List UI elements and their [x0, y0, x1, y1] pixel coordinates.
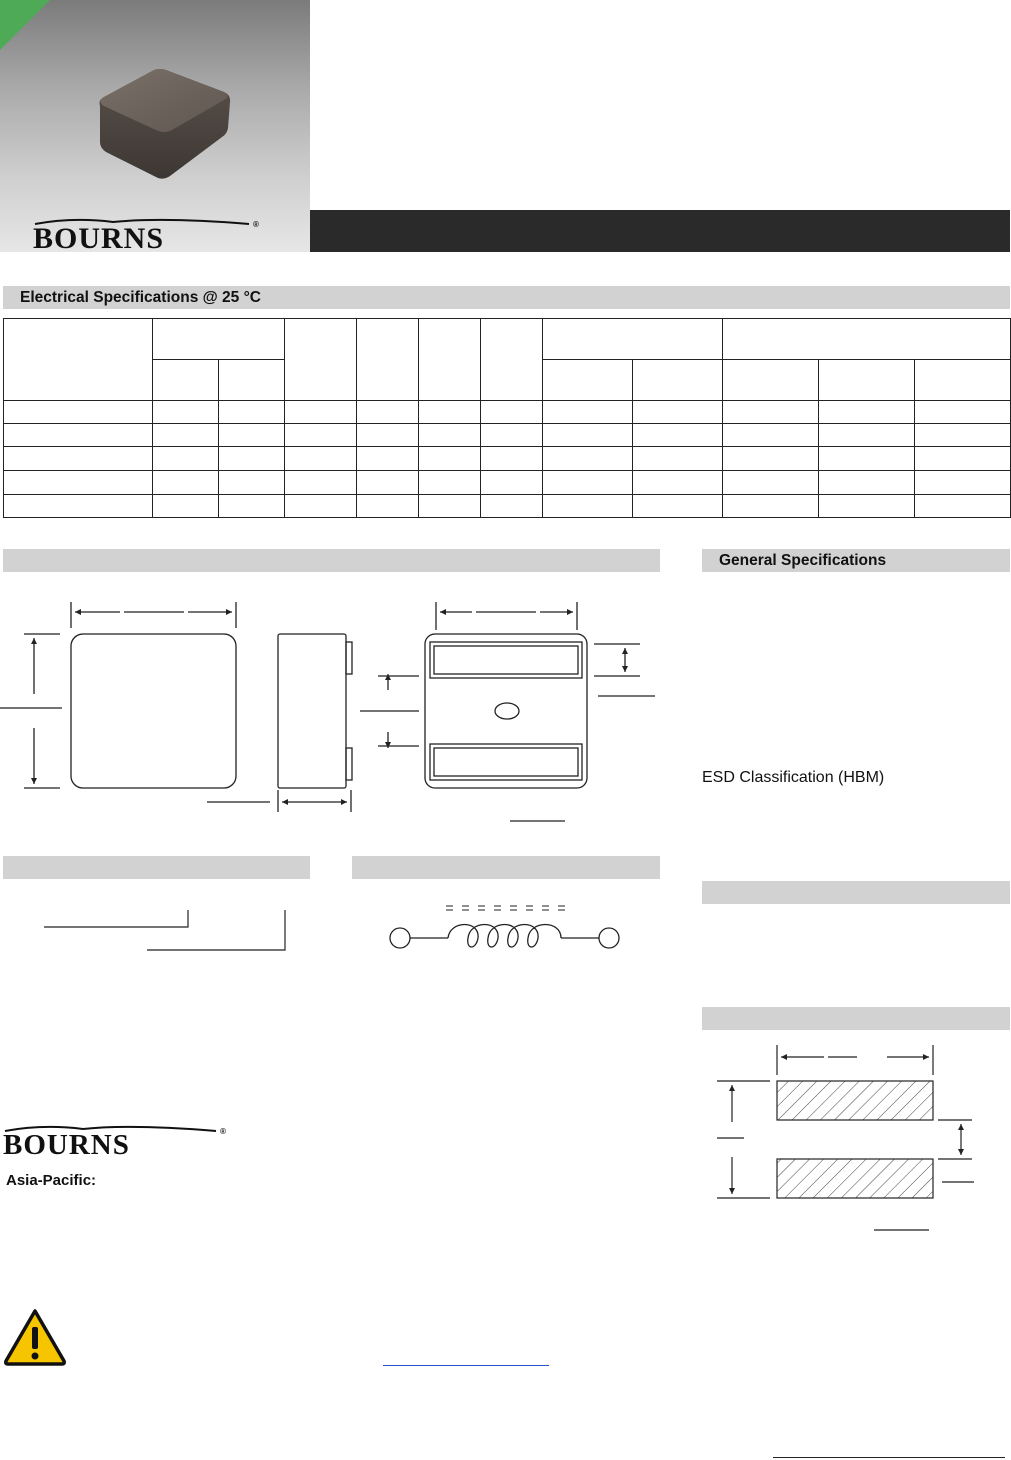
- subheader-cell: [723, 360, 819, 400]
- subheader-cell: [915, 360, 1011, 400]
- bourns-logo-text: BOURNS: [33, 222, 165, 252]
- pad-layout-header: [702, 1007, 1010, 1030]
- product-title-bar: [310, 210, 1010, 252]
- table-row: [4, 471, 1011, 494]
- subheader-cell: [153, 360, 219, 400]
- header-test-freq: [357, 319, 419, 401]
- table-row: [4, 400, 1011, 423]
- asia-pacific-label: Asia-Pacific:: [6, 1172, 97, 1189]
- general-specs-title: General Specifications: [719, 552, 887, 569]
- inductor-schematic: [380, 898, 630, 958]
- bourns-logo-footer: [3, 1125, 226, 1157]
- esd-classification-label: ESD Classification (HBM): [702, 769, 885, 786]
- schematic-header: [352, 856, 660, 879]
- general-specs-header: [702, 549, 1010, 572]
- subheader-cell: [819, 360, 915, 400]
- materials-header: [702, 881, 1010, 904]
- registered-mark: ®: [220, 1127, 226, 1136]
- table-row: [4, 447, 1011, 471]
- warning-triangle-icon: [2, 1307, 68, 1367]
- dimension-drawing: [0, 590, 662, 830]
- inductor-component-image: [92, 68, 237, 186]
- header-irms: [723, 319, 1011, 360]
- pad-layout-drawing: [702, 1040, 1010, 1240]
- electrical-specs-table: [3, 318, 1011, 518]
- header-srf: [419, 319, 481, 401]
- how-to-order-header: [3, 856, 310, 879]
- header-isat: [543, 319, 723, 360]
- terminal-right: [599, 928, 619, 948]
- product-hero-image: [0, 0, 310, 252]
- terminal-left: [390, 928, 410, 948]
- web-link[interactable]: [383, 1365, 549, 1366]
- table-row: [4, 494, 1011, 517]
- footer-rule: [773, 1457, 1005, 1458]
- header-inductance: [153, 319, 285, 360]
- electrical-specs-title: Electrical Specifications @ 25 °C: [20, 289, 261, 306]
- header-q: [285, 319, 357, 401]
- dimensions-header: [3, 549, 660, 572]
- how-to-order-diagram: [0, 900, 310, 960]
- header-rdc: [481, 319, 543, 401]
- electrical-specs-header: [3, 286, 1010, 309]
- bourns-logo-text: BOURNS: [3, 1129, 130, 1157]
- pad-top: [777, 1081, 933, 1120]
- pad-bottom: [777, 1159, 933, 1198]
- bourns-logo: [33, 218, 259, 252]
- subheader-cell: [219, 360, 285, 400]
- table-row: [4, 424, 1011, 447]
- header-part-number: [4, 319, 153, 401]
- subheader-cell: [543, 360, 633, 400]
- subheader-cell: [633, 360, 723, 400]
- registered-mark: ®: [253, 220, 259, 229]
